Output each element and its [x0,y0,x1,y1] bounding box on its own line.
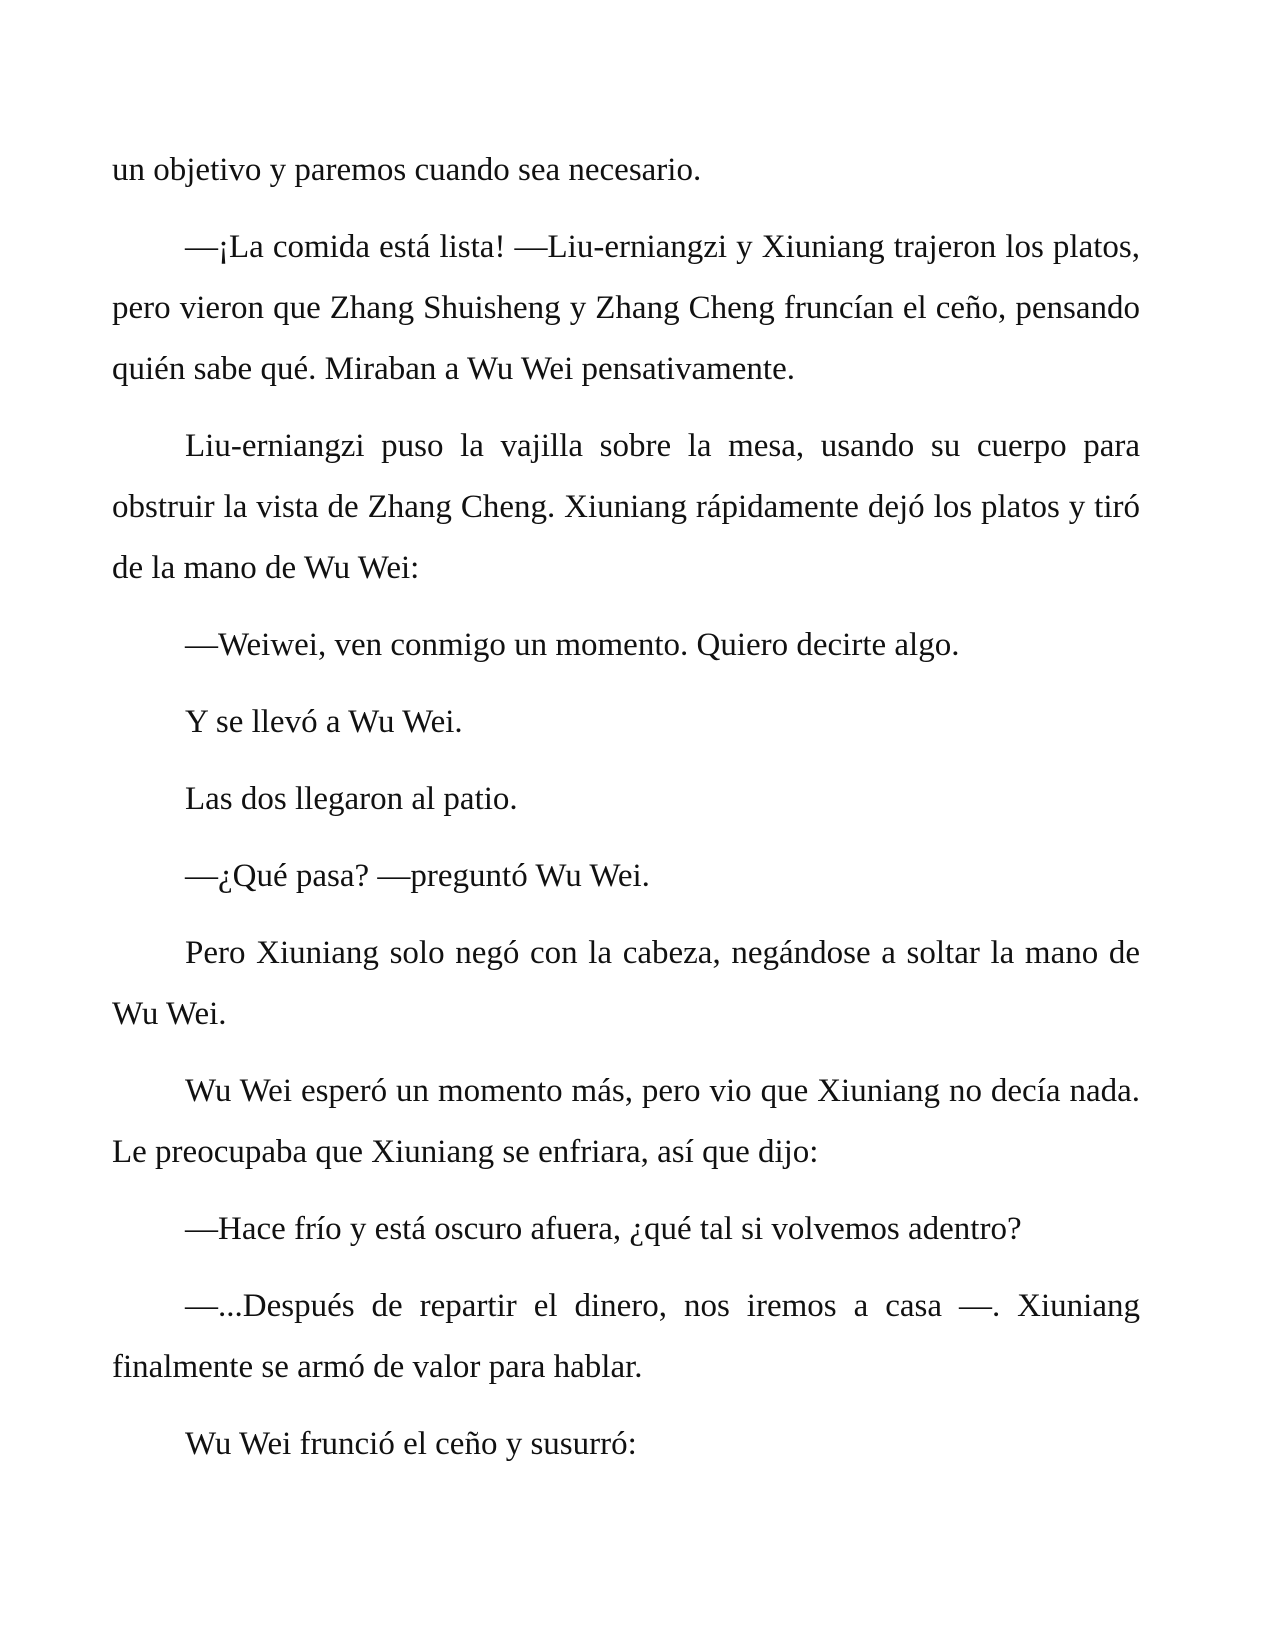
paragraph-continuation: un objetivo y paremos cuando sea necesario. [112,152,702,188]
paragraph-dialogue-cold-outside: —Hace frío y está oscuro afuera, ¿qué tal si volvemos adentro? [185,1211,1022,1247]
paragraph-dialogue-go-home: —...Después de repartir el dinero, nos iremos a casa —. Xiuniang finalmente se armó de valor para hablar. [112,1288,1140,1385]
paragraph-waited: Wu Wei esperó un momento más, pero vio que Xiuniang no decía nada. Le preocupaba que Xiuniang se enfriara, así que dijo: [112,1073,1140,1170]
paragraph-tableware: Liu-erniangzi puso la vajilla sobre la mesa, usando su cuerpo para obstruir la vista de Zhang Cheng. Xiuniang rápidamente dejó los platos y tiró de la mano de Wu Wei: [112,428,1140,586]
paragraph-dialogue-what-happened: —¿Qué pasa? —preguntó Wu Wei. [185,858,650,894]
paragraph-whispered: Wu Wei frunció el ceño y susurró: [185,1426,637,1462]
paragraph-took-wu-wei: Y se llevó a Wu Wei. [185,704,463,740]
document-page [112,140,1140,1491]
paragraph-dialogue-come-with-me: —Weiwei, ven conmigo un momento. Quiero decirte algo. [185,627,960,663]
paragraph-courtyard: Las dos llegaron al patio. [185,781,518,817]
paragraph-dialogue-food-ready: —¡La comida está lista! —Liu-erniangzi y Xiuniang trajeron los platos, pero vieron que Zhang Shuisheng y Zhang Cheng fruncían el ceño, pensando quién sabe qué. Miraban a Wu Wei pensativamente. [112,229,1140,387]
paragraph-shook-head: Pero Xiuniang solo negó con la cabeza, negándose a soltar la mano de Wu Wei. [112,935,1140,1032]
